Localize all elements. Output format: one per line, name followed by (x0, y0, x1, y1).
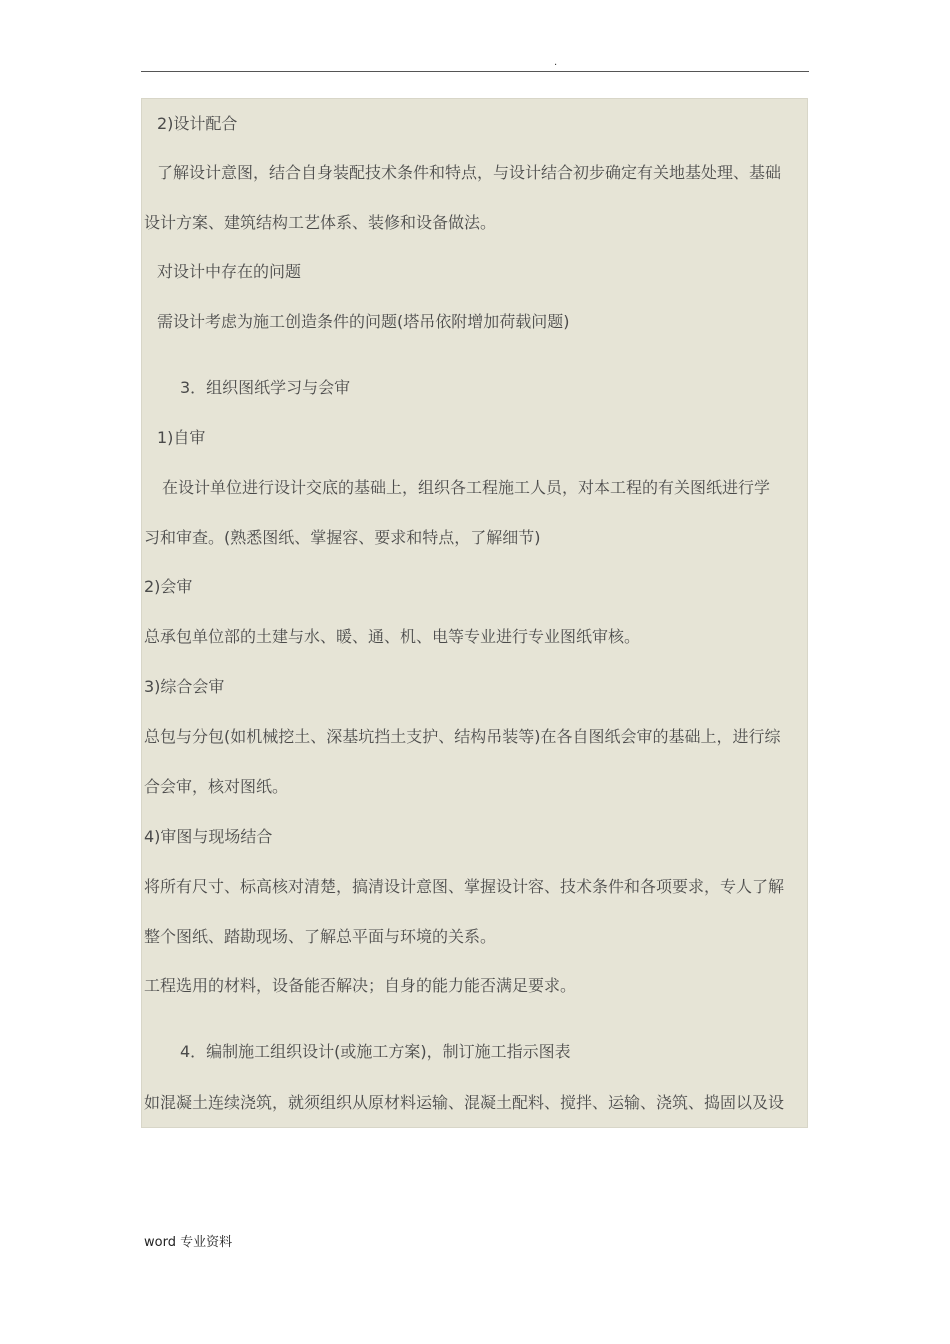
subheading-self-review: 1)自审 (157, 428, 206, 447)
paragraph-line: 了解设计意图，结合自身装配技术条件和特点，与设计结合初步确定有关地基处理、基础 (157, 163, 782, 182)
content-panel (141, 98, 808, 1128)
paragraph-line: 整个图纸、踏勘现场、了解总平面与环境的关系。 (144, 927, 497, 946)
paragraph-line: 在设计单位进行设计交底的基础上，组织各工程施工人员，对本工程的有关图纸进行学 (162, 478, 771, 497)
footer-label: word 专业资料 (144, 1235, 233, 1250)
header-rule (141, 71, 809, 72)
subheading-site-review: 4)审图与现场结合 (144, 827, 273, 846)
paragraph-line: 总承包单位部的土建与水、暖、通、机、电等专业进行专业图纸审核。 (144, 627, 641, 646)
paragraph-line: 将所有尺寸、标高核对清楚，搞清设计意图、掌握设计容、技术条件和各项要求，专人了解 (144, 877, 785, 896)
subheading-comprehensive-review: 3)综合会审 (144, 677, 225, 696)
paragraph-line: 工程选用的材料，设备能否解决；自身的能力能否满足要求。 (144, 976, 577, 995)
paragraph-line: 总包与分包(如机械挖土、深基坑挡土支护、结构吊装等)在各自图纸会审的基础上，进行综 (144, 727, 781, 746)
paragraph-line: 对设计中存在的问题 (157, 262, 302, 281)
header-mark: . (554, 57, 558, 68)
paragraph-line: 如混凝土连续浇筑，就须组织从原材料运输、混凝土配料、搅拌、运输、浇筑、捣固以及设 (144, 1093, 785, 1112)
section-heading-construction-plan: 4．编制施工组织设计(或施工方案)，制订施工指示图表 (180, 1042, 571, 1061)
paragraph-line: 合会审，核对图纸。 (144, 777, 289, 796)
paragraph-line: 设计方案、建筑结构工艺体系、装修和设备做法。 (144, 213, 497, 232)
section-heading-drawing-review: 3．组织图纸学习与会审 (180, 378, 351, 397)
paragraph-line: 习和审查。(熟悉图纸、掌握容、要求和特点，了解细节) (144, 528, 541, 547)
subheading-joint-review: 2)会审 (144, 577, 193, 596)
paragraph-line: 需设计考虑为施工创造条件的问题(塔吊依附增加荷载问题) (157, 312, 570, 331)
section-heading-design-cooperation: 2)设计配合 (157, 114, 238, 133)
